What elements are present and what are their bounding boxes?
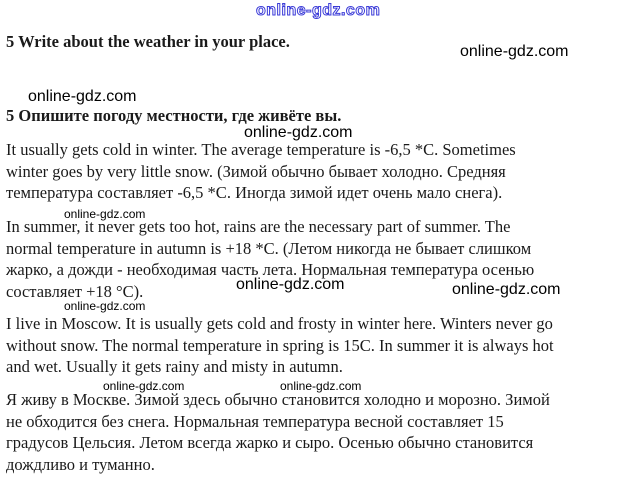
site-watermark-top: online-gdz.com: [256, 2, 381, 19]
task-heading-russian: 5 Опишите погоду местности, где живёте вы.: [6, 106, 342, 125]
site-watermark: online-gdz.com: [280, 379, 362, 393]
site-watermark: online-gdz.com: [64, 207, 146, 221]
paragraph-line: не обходится без снега. Нормальная температура весной составляет 15: [6, 411, 504, 431]
paragraph-line: In summer, it never gets too hot, rains are the necessary part of summer. The: [6, 217, 511, 236]
site-watermark: online-gdz.com: [460, 43, 569, 60]
paragraph-line: Я живу в Москве. Зимой здесь обычно становится холодно и морозно. Зимой: [6, 390, 550, 409]
site-watermark: online-gdz.com: [452, 281, 561, 298]
paragraph-line: температура составляет -6,5 *С. Иногда зимой идет очень мало снега).: [6, 183, 503, 202]
site-watermark: online-gdz.com: [64, 299, 146, 313]
paragraph-line: I live in Moscow. It is usually gets cold and frosty in winter here. Winters never go: [6, 314, 553, 333]
paragraph-line: It usually gets cold in winter. The average temperature is -6,5 *C. Sometimes: [6, 140, 516, 159]
paragraph-line: normal temperature in autumn is +18 *С. (Летом никогда не бывает слишком: [6, 238, 532, 258]
paragraph-line: составляет +18 °С).: [6, 281, 144, 301]
paragraph-line: without snow. The normal temperature in spring is 15C. In summer it is always hot: [6, 335, 554, 355]
task-heading-english: 5 Write about the weather in your place.: [6, 32, 290, 51]
site-watermark: online-gdz.com: [236, 276, 345, 293]
paragraph-line: winter goes by very little snow. (Зимой обычно бывает холодно. Средняя: [6, 161, 506, 181]
paragraph-winter: [6, 139, 628, 204]
paragraph-line: дождливо и туманно.: [6, 454, 155, 474]
site-watermark: online-gdz.com: [244, 124, 353, 141]
paragraph-moscow-russian: [6, 389, 628, 475]
paragraph-line: жарко, а дожди - необходимая часть лета. Нормальная температура осенью: [6, 260, 535, 279]
paragraph-moscow-english: [6, 313, 628, 378]
site-watermark: online-gdz.com: [103, 379, 185, 393]
paragraph-line: and wet. Usually it gets rainy and misty in autumn.: [6, 357, 343, 376]
paragraph-line: градусов Цельсия. Летом всегда жарко и сыро. Осенью обычно становится: [6, 433, 534, 452]
site-watermark: online-gdz.com: [28, 88, 137, 105]
